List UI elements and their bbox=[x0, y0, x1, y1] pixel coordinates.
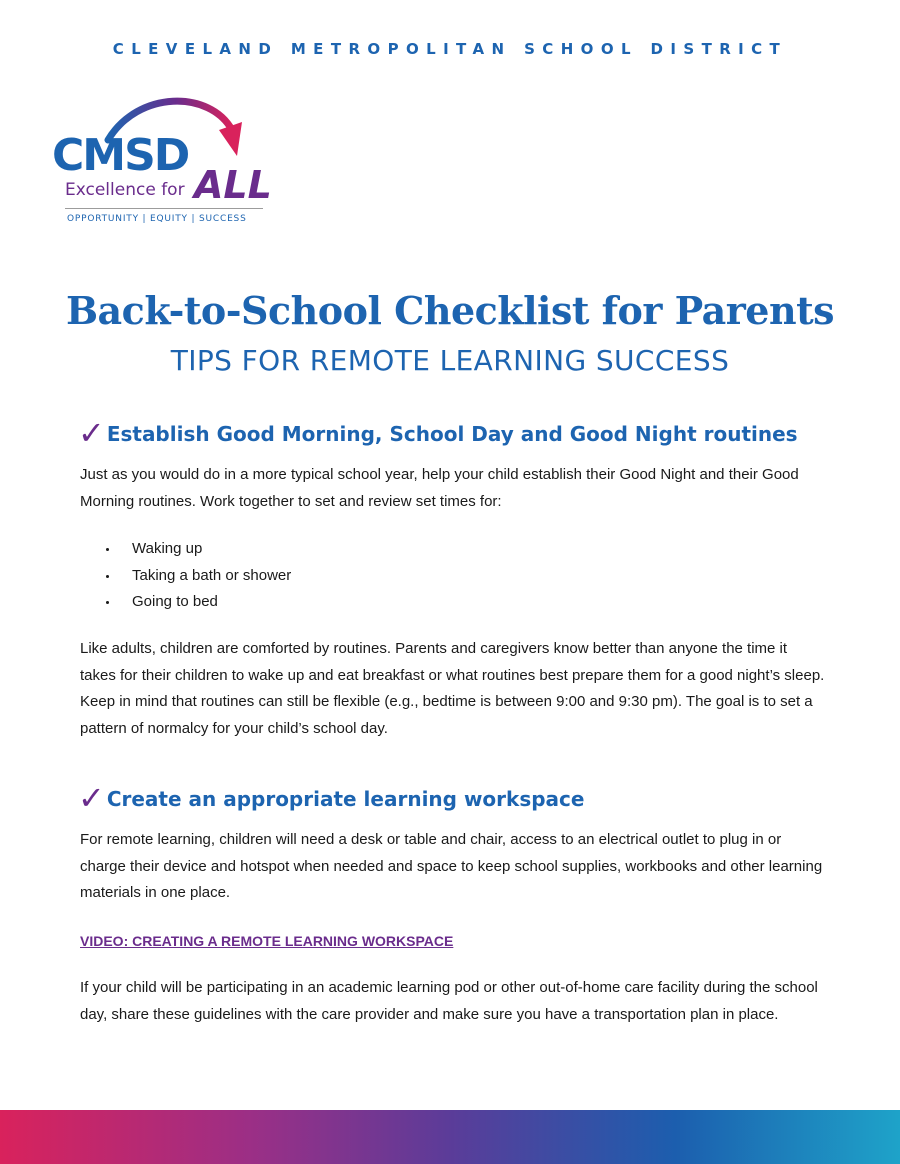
logo-wordmark: CMSD bbox=[52, 130, 189, 181]
routines-body: Like adults, children are comforted by routines. Parents and caregivers know better than anyone the time it takes for their children to wake up and eat breakfast or what routines best prepare them for a good night’s sleep. Keep in mind that routines can still be flexible (e.g., bedtime is between 9:00 and 9:30 pm). The goal is to set a pattern of normalcy for your child’s school day. bbox=[80, 640, 825, 737]
logo-values: OPPORTUNITY | EQUITY | SUCCESS bbox=[67, 214, 247, 224]
list-item: Waking up bbox=[80, 536, 291, 563]
section-heading-routines bbox=[78, 414, 798, 452]
list-item: Taking a bath or shower bbox=[80, 563, 291, 590]
section-heading-workspace bbox=[78, 779, 584, 817]
checkmark-icon: ✓ bbox=[78, 414, 105, 452]
section-heading-text: Establish Good Morning, School Day and Good Night routines bbox=[106, 422, 798, 446]
workspace-body: If your child will be participating in an academic learning pod or other out-of-home care facility during the school day, share these guidelines with the care provider and make sure you have a transportation plan in place. bbox=[80, 979, 818, 1023]
video-link[interactable]: VIDEO: CREATING A REMOTE LEARNING WORKSPACE bbox=[80, 933, 454, 949]
routines-intro: Just as you would do in a more typical school year, help your child establish their Good Night and their Good Morning routines. Work together to set and review set times for: bbox=[80, 466, 799, 510]
district-name: CLEVELAND METROPOLITAN SCHOOL DISTRICT bbox=[112, 40, 788, 58]
page-subtitle: TIPS FOR REMOTE LEARNING SUCCESS bbox=[170, 344, 730, 377]
footer-gradient-bar bbox=[0, 1110, 900, 1164]
logo-divider bbox=[65, 208, 263, 209]
checkmark-icon: ✓ bbox=[78, 779, 105, 817]
section-heading-text: Create an appropriate learning workspace bbox=[106, 787, 585, 811]
list-item: Going to bed bbox=[80, 589, 291, 616]
logo-tagline: Excellence for bbox=[65, 180, 185, 200]
logo-tagline-emphasis: ALL bbox=[194, 163, 272, 207]
routines-list bbox=[80, 536, 291, 616]
cmsd-logo bbox=[50, 92, 270, 232]
workspace-intro: For remote learning, children will need a desk or table and chair, access to an electrical outlet to plug in or charge their device and hotspot when needed and space to keep school supplies, workbooks and other learning materials in one place. bbox=[80, 831, 823, 901]
page-title: Back-to-School Checklist for Parents bbox=[65, 288, 835, 333]
